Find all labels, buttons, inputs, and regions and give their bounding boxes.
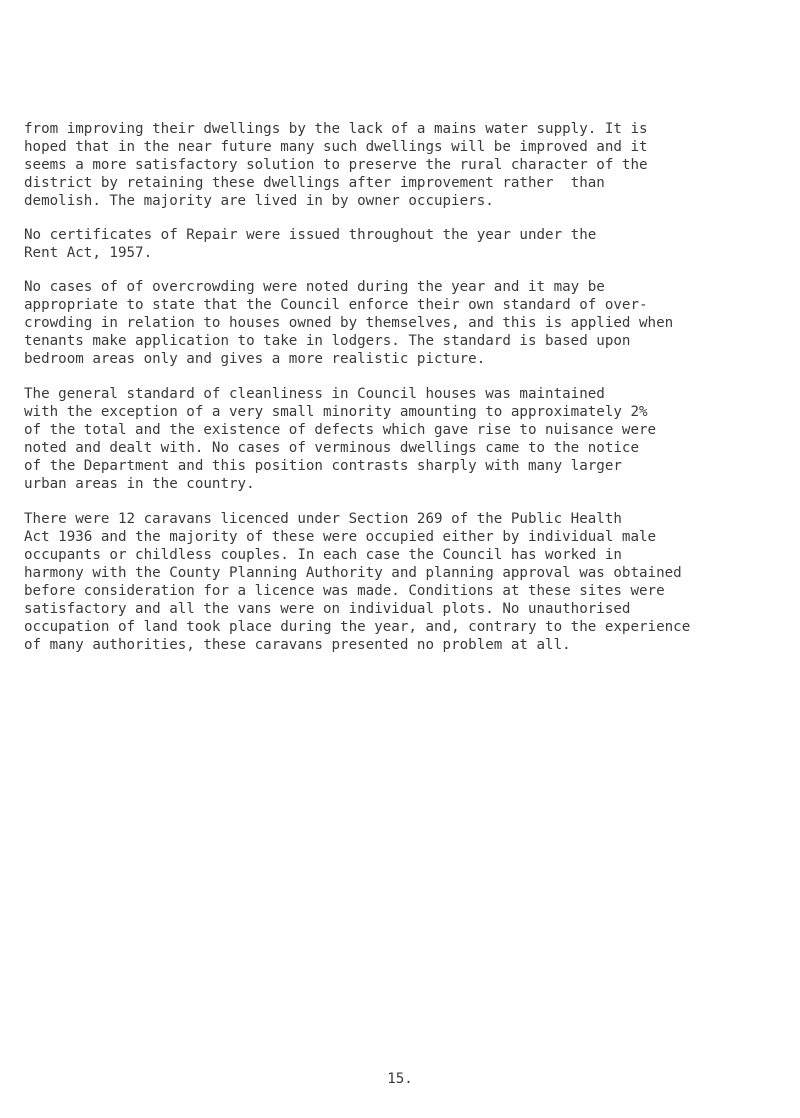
text-line: Rent Act, 1957. <box>24 245 153 261</box>
text-line: hoped that in the near future many such dwellings will be improved and it <box>24 139 648 155</box>
text-line: appropriate to state that the Council enforce their own standard of over- <box>24 297 648 313</box>
text-line: occupants or childless couples. In each case the Council has worked in <box>24 547 622 563</box>
text-line: satisfactory and all the vans were on individual plots. No unauthorised <box>24 601 631 617</box>
text-line: district by retaining these dwellings after improvement rather than <box>24 175 605 191</box>
text-line: noted and dealt with. No cases of verminous dwellings came to the notice <box>24 440 639 456</box>
text-line: bedroom areas only and gives a more realistic picture. <box>24 351 486 367</box>
text-line: of many authorities, these caravans presented no problem at all. <box>24 637 571 653</box>
text-line: occupation of land took place during the year, and, contrary to the experience <box>24 619 691 635</box>
text-line: of the total and the existence of defects which gave rise to nuisance were <box>24 422 657 438</box>
page-number: 15. <box>387 1071 413 1087</box>
text-line: Act 1936 and the majority of these were occupied either by individual male <box>24 529 657 545</box>
text-line: seems a more satisfactory solution to preserve the rural character of the <box>24 157 648 173</box>
text-line: The general standard of cleanliness in Council houses was maintained <box>24 386 605 402</box>
text-line: demolish. The majority are lived in by owner occupiers. <box>24 193 494 209</box>
text-line: urban areas in the country. <box>24 476 255 492</box>
text-line: with the exception of a very small minority amounting to approximately 2% <box>24 404 648 420</box>
text-line: crowding in relation to houses owned by themselves, and this is applied when <box>24 315 674 331</box>
text-line: No certificates of Repair were issued throughout the year under the <box>24 227 597 243</box>
text-line: harmony with the County Planning Authority and planning approval was obtained <box>24 565 682 581</box>
text-line: tenants make application to take in lodgers. The standard is based upon <box>24 333 631 349</box>
text-line: No cases of of overcrowding were noted during the year and it may be <box>24 279 605 295</box>
text-line: of the Department and this position contrasts sharply with many larger <box>24 458 622 474</box>
text-line: There were 12 caravans licenced under Section 269 of the Public Health <box>24 511 622 527</box>
text-line: from improving their dwellings by the lack of a mains water supply. It is <box>24 121 648 137</box>
text-line: before consideration for a licence was made. Conditions at these sites were <box>24 583 665 599</box>
